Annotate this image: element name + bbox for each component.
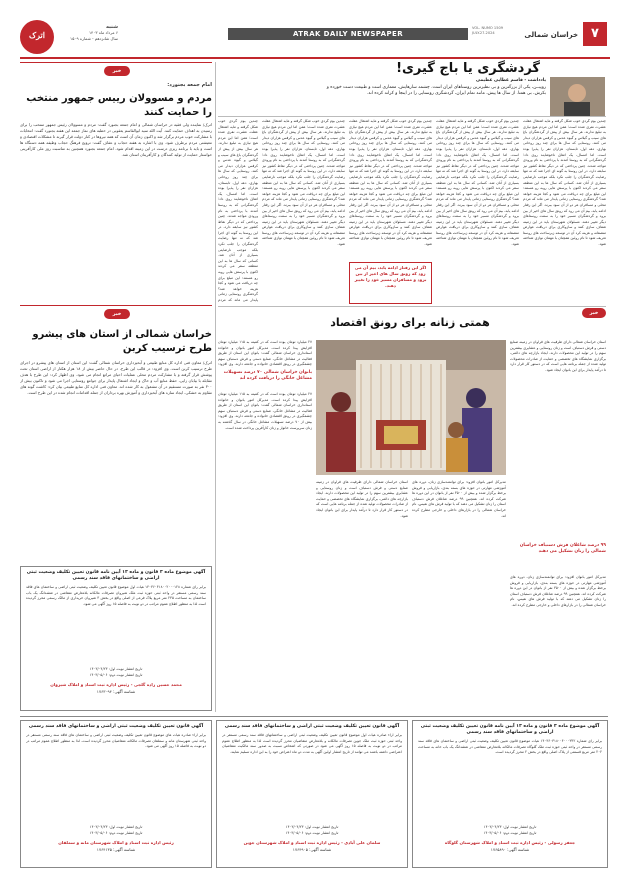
lead-story-body-col-2: چندین بوم گردی خوب شکل گرفته و مایه اشتغال عقلت عشرت نفری شده است؛ همن اما این مردم هیچ نیازی به تبلیغ ندارند. هر سال بیش از پیش از گردشگران باغ های سیب و گیلاس و گیوه عدس و کرفس هزاران دیدار می کنند. روستایی که سال ها برای چند روز روحانی بهاری، دهه اول، تابستان، هزاران نفر را پذیرا بوده است. اما امسال، یک اتفاق ناخوشایند روی داد؛ گردشگرانی که به روستا آمدند با پرداختی به نام ورودی مواجه شدند. چنین پرداختی که در دیگر نقاط کشور نیز سابقه دارد، در این روستا به گونه ای اجرا شد که نه تنها رضایت گردشگران را جلب نکرد بلکه موجب نارضایتی بسیاری از آنان شد. کسانی که سال ها به این منطقه سفر می کردند اکنون با پرسش هایی روبه رو هستند: این مبلغ برای چه دریافت می شود و کجا هزینه خواهد شد؟ گردشگری روستایی زمانی پایدار می ماند که مردم محلی و مسافران هر دو از آن سود ببرند. اگر این رفتار ادامه یابد، بیم آن می رود که رونق سال های اخیر از بین برود و گردشگران مسیر خود را به سمت روستاهای دیگر تغییر دهند. مسئولان شهرستان باید در این زمینه شفاف سازی کنند و سازوکاری برای دریافت عوارض منصفانه و هزینه کرد آن در توسعه زیرساخت های روستا تعریف شود تا نام روئین همچنان با مهمان نوازی شناخته شود.	[436, 119, 519, 247]
carpet-weaving-image-icon	[316, 340, 506, 475]
sidebar-vertical-rule	[215, 62, 216, 712]
notice-2-title: آگهی موضوع ماده ۳ قانون و ماده ۱۳ آیین نامه قانون تعیین تکلیف وضعیت ثبتی اراضی و ساختمانهای فاقد سند رسمی	[420, 724, 600, 735]
sidebar-top-rule	[20, 62, 212, 63]
english-date: JULY.27.2024	[472, 31, 495, 35]
lead-story-pull-quote: اگر این رفتار ادامه یابد، بیم آن می رود که رونق سال های اخیر از بین برود و مسافران مسیر خود را تغییر دهند.	[349, 262, 432, 304]
lead-story-intro-continued	[218, 78, 316, 114]
issue-info	[58, 24, 118, 42]
second-story-top-divider	[218, 306, 606, 307]
second-story-body-col-2: مدیرکل امور بانوان افزود: برای توانمندسازی زنان، دوره های آموزشی مهارتی در حوزه های بسته بندی، بازاریابی و فروش برخط برگزار شده و بیش از ۳۵۰۰ نفر از بانوان در این دوره ها شرکت کرده اند. همچنین ۹۹ درصد شاغلان فرش دستباف استان را زنان تشکیل می دهند که با تولید فرش های نفیس، نام خراسان شمالی را در بازارهای داخلی و خارجی مطرح کرده اند.	[412, 480, 506, 518]
notice-2-ref: شناسه آگهی: ۱۷۶۵۸۹۰	[490, 847, 530, 852]
english-masthead-bar	[228, 28, 468, 40]
lead-story-intro: روییــن، یکی از بزرگترین و بی نظیرترین روستاهای ایران است. چشمه سارهایش، معماری است و طبیعت دست خورده و بکرش، بی همتا. از سال ها پیش، مانند تمام ایران، گردشگری روستایی را در اینجا و کرانه کرده اند.	[326, 84, 546, 96]
notice-4-body: برابر آراء صادره هیات های موضوع قانون تعیین تکلیف وضعیت ثبتی اراضی و ساختمان های فاقد سند رسمی مستقر در واحد ثبتی شهرستان مانه و سملقان تصرفات مالکانه متقاضیان محرز گردیده است. لذا به منظور اطلاع عموم مراتب در دو نوبت به فاصله ۱۵ روز آگهی می شود.	[26, 733, 206, 749]
issue-day: شنبه	[105, 24, 118, 30]
notice-box-2	[412, 720, 608, 868]
page-number: ۷	[591, 26, 599, 41]
second-story-body-col-1b: مدیرکل امور بانوان افزود: برای توانمندسازی زنان، دوره های آموزشی مهارتی در حوزه های بسته بندی، بازاریابی و فروش برخط برگزار شده و بیش از ۳۵۰۰ نفر از بانوان در این دوره ها شرکت کرده اند. همچنین ۹۹ درصد شاغلان فرش دستباف استان را زنان تشکیل می دهند که با تولید فرش های نفیس، نام خراسان شمالی را در بازارهای داخلی و خارجی مطرح کرده اند.	[510, 575, 606, 607]
lead-story-body-col-5: چندین بوم گردی خوب شکل گرفته و مایه اشتغال عقلت عشرت نفری شده است؛ همن اما این مردم هیچ نیازی به تبلیغ ندارند. هر سال بیش از پیش از گردشگران باغ های سیب و گیلاس و گیوه عدس و کرفس هزاران دیدار می کنند. روستایی که سال ها برای چند روز روحانی بهاری، دهه اول، تابستان، هزاران نفر را پذیرا بوده است. اما امسال، یک اتفاق ناخوشایند روی داد؛ گردشگرانی که به روستا آمدند با پرداختی به نام ورودی مواجه شدند. چنین پرداختی که در دیگر نقاط کشور نیز سابقه دارد، در این روستا به گونه ای اجرا شد که نه تنها رضایت گردشگران را جلب نکرد بلکه موجب نارضایتی بسیاری از آنان شد. کسانی که سال ها به این منطقه سفر می کردند اکنون با پرسش هایی روبه رو هستند: این مبلغ برای چه دریافت می شود و کجا هزینه خواهد شد؟ گردشگری روستایی زمانی پایدار می ماند که مردم	[218, 119, 258, 302]
notice-box-4	[20, 720, 212, 868]
second-story-body-col-3: استان خراسان شمالی دارای ظرفیت های فراوان در زمینه صنایع دستی و فرش دستباف است و زنان روستایی و عشایری بیشترین سهم را در تولید این محصولات دارند. ایجاد بازارچه های دائمی، برگزاری نمایشگاه های تخصصی و حمایت از صادرات محصولات تولید شده از جمله برنامه هایی است که در دستور کار قرار دارد تا درآمد پایدار برای این بانوان ایجاد شود.	[316, 480, 408, 518]
issue-line: سال شانزدهم - شماره ۱۵۰۹	[70, 36, 118, 41]
notice-2-date: تاریخ انتشار نوبت اول: ۱۴۰۳/۰۴/۲۳	[483, 825, 537, 829]
lead-story-title: گردشگری یا باج گیری!	[396, 61, 540, 76]
sidebar-story-2-title: خراسان شمالی از استان های پیشرو طرح ترسیب کربن	[32, 329, 212, 354]
page-number-badge	[583, 22, 607, 46]
notice-2-signature: جعفر رسولی - رئیس اداره ثبت اسناد و املاک شهرستان گلوگاه	[444, 840, 576, 845]
notice-3-signature: سلمان علی آبادی - رئیس اداره ثبت اسناد و املاک شهرستان جوین	[243, 840, 381, 845]
notice-3-date2: تاریخ انتشار نوبت دوم: ۱۴۰۳/۰۵/۰۶	[285, 831, 339, 835]
second-story-body-col-1: استان خراسان شمالی دارای ظرفیت های فراوان در زمینه صنایع دستی و فرش دستباف است و زنان روستایی و عشایری بیشترین سهم را در تولید این محصولات دارند. ایجاد بازارچه های دائمی، برگزاری نمایشگاه های تخصصی و حمایت از صادرات محصولات تولید شده از جمله برنامه هایی است که در دستور کار قرار دارد تا درآمد پایدار برای این بانوان ایجاد شود.	[510, 340, 606, 372]
notice-1-body: برابر رای شماره ۱۴۰۳۶۰۳۱۸۰۰۲۰۰۰۱۲۸ هیات اول موضوع قانون تعیین تکلیف وضعیت ثبتی اراضی و ساختمان های فاقد سند رسمی مستقر در واحد ثبتی حوزه ثبت ملک شیروان تصرفات مالکانه بلامعارض متقاضی در ششدانگ یک باب ساختمان به مساحت ۲۳۵ متر مربع پلاک فرعی از اصلی واقع در بخش ۳ شیروان خریداری از مالک رسمی محرز گردیده است لذا به منظور اطلاع عموم مراتب در دو نوبت به فاصله ۱۵ روز آگهی می شود.	[26, 585, 206, 606]
second-story-subhead-1: بانوان خراسان شمالی ۷۰ درصد تسهیلات مشاغل خانگی را دریافت کرده اند	[223, 370, 312, 381]
notice-1-date2: تاریخ انتشار نوبت دوم: ۱۴۰۳/۰۵/۰۶	[89, 673, 143, 677]
notice-1-signature: محمد حسین زاده گلجی - رئیس اداره ثبت اسناد و املاک شیروان	[50, 682, 182, 687]
notice-3-title: آگهی قانون تعیین تکلیف وضعیت ثبتی اراضی و ساختمانهای فاقد سند رسمی	[224, 724, 400, 729]
notice-3-ref: شناسه آگهی: ۱۷۶۴۹۰۵	[292, 847, 332, 852]
sidebar-mid-rule	[20, 305, 212, 306]
women-weaving-photo	[316, 340, 506, 475]
second-story-body-col-4-top: ۲۷ میلیارد تومان بوده است که در کمیته به ۱۱۵ میلیارد تومان افزایش پیدا کرده است. مدیرکل امور بانوان و خانواده استانداری خراسان شمالی گفت: بانوان این استان از طریق فعالیت در مشاغل خانگی، صنایع دستی و فرش دستباف سهم چشمگیری در رونق اقتصادی خانواده و جامعه دارند. وی افزود:	[218, 340, 312, 367]
notice-4-signature: رئیس اداره ثبت اسناد و املاک شهرستان مانه و سملقان	[58, 840, 174, 845]
notice-1-ref: شناسه آگهی: ۱۷۶۳۰۹۴	[96, 689, 136, 694]
sidebar-story-1-body: اترک/ نماینده ولی فقیه در خراسان شمالی و امام جمعه بجنورد گفت: مردم و مسوولان رئیس جمهور منتخب را برای رسیدن به اهداف حمایت کنند. آیت الله سید ابوالقاسم یعقوبی در خطبه های نماز جمعه این هفته بجنورد گفت: انتخابات با مشارکت خوب مردم برگزار شد و اکنون زمان آن است که همه نیروها در کنار دولت قرار گیرند تا مشکلات اقتصادی و معیشتی مردم برطرف شود. وی با اشاره به هفته حجاب و عفاف گفت: ترویج فرهنگ حجاب وظیفه همه دستگاه ها است و باید با برنامه ریزی درست در این زمینه اقدام شود. امام جمعه بجنورد همچنین به مناسبت روز ملی کارآفرینی خواستار حمایت از تولید کنندگان و کارآفرینان استان شد.	[20, 122, 212, 157]
lead-story-header	[320, 78, 546, 98]
author-photo	[550, 77, 605, 117]
notice-4-title: آگهی قانون تعیین تکلیف وضعیت ثبتی اراضی و ساختمانهای فاقد سند رسمی	[28, 724, 204, 729]
logo-text: اترک	[28, 30, 46, 40]
notice-2-body: برابر رای شماره ۱۴۰۳۶۰۳۱۸۰۰۴۰۰۰۳۴۲ هیات موضوع قانون تعیین تکلیف وضعیت ثبتی اراضی و ساختمان های فاقد سند رسمی مستقر در واحد ثبتی حوزه ثبت ملک گلوگاه تصرفات مالکانه بلامعارض متقاضی در ششدانگ یک باب خانه به مساحت ۲۰۲ متر مربع قسمتی از پلاک اصلی واقع در بخش ۲ محرز گردیده است.	[418, 739, 602, 755]
notice-3-body: برابر آراء صادره هیات اول موضوع قانون تعیین تکلیف وضعیت ثبتی اراضی و ساختمانهای فاقد سند رسمی مستقر در واحد ثبتی حوزه ثبت ملک جوین تصرفات مالکانه و بلامعارض متقاضیان محرز گردیده است لذا به منظور اطلاع عموم مراتب در دو نوبت به فاصله ۱۵ روز آگهی می شود در صورتی که اشخاص نسبت به صدور سند مالکیت متقاضیان اعتراضی داشته باشند می توانند از تاریخ انتشار اولین آگهی به مدت دو ماه اعتراض خود را به این اداره تسلیم نمایند.	[222, 733, 402, 754]
notices-top-rule	[20, 716, 608, 717]
lead-story-body-col-3: چندین بوم گردی خوب شکل گرفته و مایه اشتغال عقلت عشرت نفری شده است؛ همن اما این مردم هیچ نیازی به تبلیغ ندارند. هر سال بیش از پیش از گردشگران باغ های سیب و گیلاس و گیوه عدس و کرفس هزاران دیدار می کنند. روستایی که سال ها برای چند روز روحانی بهاری، دهه اول، تابستان، هزاران نفر را پذیرا بوده است. اما امسال، یک اتفاق ناخوشایند روی داد؛ گردشگرانی که به روستا آمدند با پرداختی به نام ورودی مواجه شدند. چنین پرداختی که در دیگر نقاط کشور نیز سابقه دارد، در این روستا به گونه ای اجرا شد که نه تنها رضایت گردشگران را جلب نکرد بلکه موجب نارضایتی بسیاری از آنان شد. کسانی که سال ها به این منطقه سفر می کردند اکنون با پرسش هایی روبه رو هستند: این مبلغ برای چه دریافت می شود و کجا هزینه خواهد شد؟ گردشگری روستایی زمانی پایدار می ماند که مردم محلی و مسافران هر دو از آن سود ببرند. اگر این رفتار ادامه یابد، بیم آن می رود که رونق سال های اخیر از بین برود و گردشگران مسیر خود را به سمت روستاهای دیگر تغییر دهند. مسئولان شهرستان باید در این زمینه شفاف سازی کنند و سازوکاری برای دریافت عوارض منصفانه و هزینه کرد آن در توسعه زیرساخت های روستا تعریف شود تا نام روئین همچنان با مهمان نوازی شناخته شود.	[349, 119, 432, 247]
notice-2-date2: تاریخ انتشار نوبت دوم: ۱۴۰۳/۰۵/۰۶	[483, 831, 537, 835]
notice-3-date: تاریخ انتشار نوبت اول: ۱۴۰۳/۰۴/۲۳	[285, 825, 339, 829]
volume-number: VOL. NUMO 1509	[472, 26, 504, 30]
second-story-body-col-4: ۲۷ میلیارد تومان بوده است که در کمیته به ۱۱۵ میلیارد تومان افزایش پیدا کرده است. مدیرکل امور بانوان و خانواده استانداری خراسان شمالی گفت: بانوان این استان از طریق فعالیت در مشاغل خانگی، صنایع دستی و فرش دستباف سهم چشمگیری در رونق اقتصادی خانواده و جامعه دارند. وی افزود: بیش از ۷۰ درصد تسهیلات مشاغل خانگی در سال گذشته به زنان سرپرست خانوار و زنان کارآفرین پرداخت شده است.	[218, 392, 312, 430]
second-story-subhead-2: ۹۹ درصد شاغلان فرش دستباف خراسان شمالی را زنان تشکیل می دهند	[519, 543, 606, 554]
sidebar-story-2-body: اترک/ معاون فنی اداره کل منابع طبیعی و آبخیزداری خراسان شمالی گفت: این استان از استان های پیشرو در اجرای طرح ترسیب کربن است. وی افزود: در قالب این طرح، در حال حاضر بیش از ۱۸ هزار هکتار از اراضی استان تحت پوشش قرار گرفته و با مشارکت مردم محلی عملیات احیای مراتع انجام می شود. وی اظهار کرد: این طرح با هدف مقابله با بیابان زایی، حفظ منابع آب و خاک و ایجاد اشتغال پایدار برای جوامع روستایی اجرا می شود و تاکنون بیش از ۳۰۰ نفر به صورت مستقیم در آن مشغول به کار شده اند. معاون فنی اداره کل منابع طبیعی بیان کرد: کاشت گونه های مقاوم به خشکی، ایجاد سازه های آبخیزداری و آموزش بهره برداران از جمله اقدامات انجام شده در این طرح است.	[20, 360, 212, 395]
sidebar-news-label-2: خبر	[104, 309, 130, 319]
sidebar-news-label-1: خبر	[104, 66, 130, 76]
notice-4-ref: شناسه آگهی: ۱۷۶۴۱۳۵	[96, 847, 136, 852]
notice-box-1	[20, 566, 212, 711]
sidebar-story-1-kicker: امام جمعه بجنورد:	[167, 82, 212, 88]
section-label: خراسان شمالی	[512, 28, 578, 42]
lead-story-body-col-4: چندین بوم گردی خوب شکل گرفته و مایه اشتغال عقلت عشرت نفری شده است؛ همن اما این مردم هیچ نیازی به تبلیغ ندارند. هر سال بیش از پیش از گردشگران باغ های سیب و گیلاس و گیوه عدس و کرفس هزاران دیدار می کنند. روستایی که سال ها برای چند روز روحانی بهاری، دهه اول، تابستان، هزاران نفر را پذیرا بوده است. اما امسال، یک اتفاق ناخوشایند روی داد؛ گردشگرانی که به روستا آمدند با پرداختی به نام ورودی مواجه شدند. چنین پرداختی که در دیگر نقاط کشور نیز سابقه دارد، در این روستا به گونه ای اجرا شد که نه تنها رضایت گردشگران را جلب نکرد بلکه موجب نارضایتی بسیاری از آنان شد. کسانی که سال ها به این منطقه سفر می کردند اکنون با پرسش هایی روبه رو هستند: این مبلغ برای چه دریافت می شود و کجا هزینه خواهد شد؟ گردشگری روستایی زمانی پایدار می ماند که مردم محلی و مسافران هر دو از آن سود ببرند. اگر این رفتار ادامه یابد، بیم آن می رود که رونق سال های اخیر از بین برود و گردشگران مسیر خود را به سمت روستاهای دیگر تغییر دهند. مسئولان شهرستان باید در این زمینه شفاف سازی کنند و سازوکاری برای دریافت عوارض منصفانه و هزینه کرد آن در توسعه زیرساخت های روستا تعریف شود تا نام روئین همچنان با مهمان نوازی شناخته شود.	[262, 119, 345, 247]
sidebar-story-1-title: مردم و مسوولان رییس جمهور منتخب را حمایت کنند	[26, 93, 212, 118]
author-photo-icon	[550, 77, 605, 117]
second-story-label: خبر	[582, 308, 606, 318]
second-story-title: همتی زنانه برای رونق اقتصاد	[330, 316, 490, 329]
issue-date: ۶ مرداد ماه ۱۴۰۳	[88, 30, 118, 35]
notice-4-date2: تاریخ انتشار نوبت دوم: ۱۴۰۳/۰۵/۰۶	[89, 831, 143, 835]
lead-story-body-col-1: چندین بوم گردی خوب شکل گرفته و مایه اشتغال عقلت عشرت نفری شده است؛ همن اما این مردم هیچ نیازی به تبلیغ ندارند. هر سال بیش از پیش از گردشگران باغ های سیب و گیلاس و گیوه عدس و کرفس هزاران دیدار می کنند. روستایی که سال ها برای چند روز روحانی بهاری، دهه اول، تابستان، هزاران نفر را پذیرا بوده است. اما امسال، یک اتفاق ناخوشایند روی داد؛ گردشگرانی که به روستا آمدند با پرداختی به نام ورودی مواجه شدند. چنین پرداختی که در دیگر نقاط کشور نیز سابقه دارد، در این روستا به گونه ای اجرا شد که نه تنها رضایت گردشگران را جلب نکرد بلکه موجب نارضایتی بسیاری از آنان شد. کسانی که سال ها به این منطقه سفر می کردند اکنون با پرسش هایی روبه رو هستند: این مبلغ برای چه دریافت می شود و کجا هزینه خواهد شد؟ گردشگری روستایی زمانی پایدار می ماند که مردم محلی و مسافران هر دو از آن سود ببرند. اگر این رفتار ادامه یابد، بیم آن می رود که رونق سال های اخیر از بین برود و گردشگران مسیر خود را به سمت روستاهای دیگر تغییر دهند. مسئولان شهرستان باید در این زمینه شفاف سازی کنند و سازوکاری برای دریافت عوارض منصفانه و هزینه کرد آن در توسعه زیرساخت های روستا تعریف شود تا نام روئین همچنان با مهمان نوازی شناخته شود.	[523, 119, 606, 247]
paper-name-english: ATRAK DAILY NEWSPAPER	[292, 30, 404, 38]
volume-info	[472, 26, 516, 36]
lead-story-byline: یادداشت - قاسم عطایی عظیمی	[476, 78, 546, 83]
lead-header-divider	[218, 116, 606, 117]
notice-1-title: آگهی موضوع ماده ۳ قانون و ماده ۱۳ آیین نامه قانون تعیین تکلیف وضعیت ثبتی اراضی و ساختمانهای فاقد سند رسمی	[26, 570, 206, 581]
masthead-divider	[20, 57, 610, 59]
notice-box-3	[216, 720, 408, 868]
notice-4-date: تاریخ انتشار نوبت اول: ۱۴۰۳/۰۴/۲۳	[89, 825, 143, 829]
notice-1-date: تاریخ انتشار نوبت اول: ۱۴۰۳/۰۴/۲۳	[89, 667, 143, 671]
